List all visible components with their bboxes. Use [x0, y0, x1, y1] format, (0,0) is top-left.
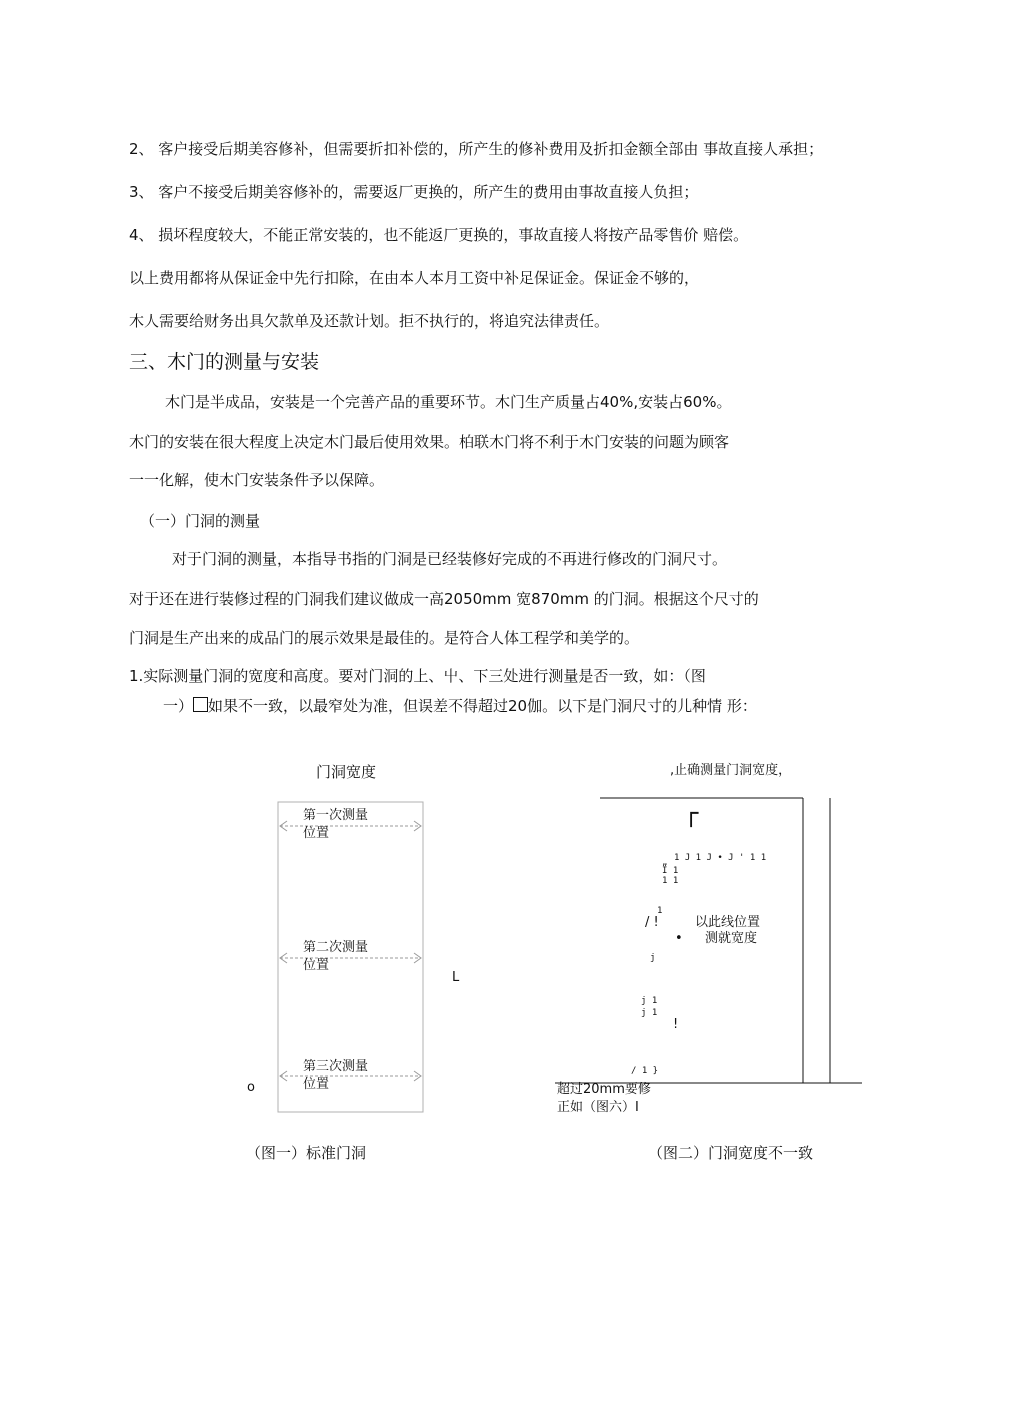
section-title: 三、木门的测量与安装 — [129, 351, 320, 373]
figure-1-label-3b: 位置 — [303, 1077, 330, 1092]
deduct-paragraph-line-1: 以上费用都将从保证金中先行扣除，在由本人本月工资中补足保证金。保证金不够的， — [129, 269, 700, 287]
figure-2-noise-9: j 1 — [641, 1008, 658, 1018]
figure-2-bottom-note-1: 超过20mm要修 — [557, 1082, 651, 1097]
figure-1-mark-o: o — [247, 1080, 255, 1095]
figure-1-label-2a: 第二次测量 — [303, 940, 369, 955]
subsection-title: （一）门洞的测量 — [140, 512, 261, 530]
measure-line-1: 对于门洞的测量，本指导书指的门洞是已经装修好完成的不再进行修改的门洞尺寸。 — [172, 550, 728, 568]
figure-2-note-1: 以此线位置 — [695, 915, 761, 930]
figure-2-noise-5: 1 — [657, 906, 663, 916]
figure-2-note-2: 测就宽度 — [705, 931, 758, 946]
figure-2-noise-11: / 1 } — [631, 1066, 659, 1076]
figure-2-dot: • — [675, 931, 683, 946]
item-4: 4、 损坏程度较大，不能正常安装的，也不能返厂更换的，事故直接人将按产品零售价 赔偿。 — [129, 226, 749, 244]
figure-2-noise-6: / ! — [645, 915, 659, 930]
intro-line-2: 木门的安装在很大程度上决定木门最后使用效果。柏联木门将不利于木门安装的问题为顾客 — [129, 433, 730, 451]
figure-2-caption: （图二）门洞宽度不一致 — [648, 1144, 814, 1162]
figure-1-mark-l: L — [452, 970, 460, 985]
figure-2-bottom-note-2: 正如（图六）I — [557, 1100, 639, 1115]
step-1-line-2-text: 如果不一致，以最窄处为准，但误差不得超过20伽。以下是门洞尺寸的儿种情 形： — [208, 697, 757, 715]
figure-2-noise-3: I 1 — [662, 866, 679, 876]
measure-line-2: 对于还在进行装修过程的门洞我们建议做成一高2050mm 宽870mm 的门洞。根据这个尺寸的 — [129, 590, 759, 608]
figure-1-caption: （图一）标准门洞 — [246, 1144, 367, 1162]
figure-2-corner: ┌ — [684, 799, 699, 827]
figure-2-noise-8: j 1 — [641, 996, 658, 1006]
figure-2-noise-10: ! — [673, 1017, 679, 1032]
figure-2-noise-7: j — [650, 953, 656, 963]
figure-1-label-1a: 第一次测量 — [303, 808, 369, 823]
step-1-line-2-prefix: 一） — [163, 697, 194, 715]
figure-1-label-3a: 第三次测量 — [303, 1059, 369, 1074]
figure-2-noise-2: „ — [662, 858, 668, 868]
intro-line-3: 一一化解，使木门安装条件予以保障。 — [129, 471, 385, 489]
deduct-paragraph-line-2: 木人需要给财务出具欠款单及还款计划。拒不执行的，将追究法律责任。 — [129, 312, 610, 330]
figure-1-label-2b: 位置 — [303, 958, 330, 973]
step-1-line-1: 1.实际测量门洞的宽度和高度。要对门洞的上、屮、下三处进行测量是否一致，如：（图 — [129, 667, 706, 685]
item-3: 3、 客户不接受后期美容修补的，需要返厂更换的，所产生的费用由事故直接人负担； — [129, 183, 699, 201]
figure-1-title: 门洞宽度 — [316, 763, 377, 781]
figure-2-noise-1: 1 J 1 J • J ' 1 1 — [674, 853, 767, 863]
figure-2-noise-4: 1 1 — [662, 876, 679, 886]
intro-line-1: 木门是半成品，安装是一个完善产品的重要环节。木门生产质量占40%,安装占60%。 — [165, 393, 732, 411]
item-2: 2、 客户接受后期美容修补，但需要折扣补偿的，所产生的修补费用及折扣金额全部由 事故直接人承担； — [129, 140, 824, 158]
figure-2-title: ,止确测量门洞宽度， — [670, 763, 792, 778]
figure-1-label-1b: 位置 — [303, 826, 330, 841]
measure-line-3: 门洞是生产出来的成品门的展示效果是最佳的。是符合人体工程学和美学的。 — [129, 629, 640, 647]
